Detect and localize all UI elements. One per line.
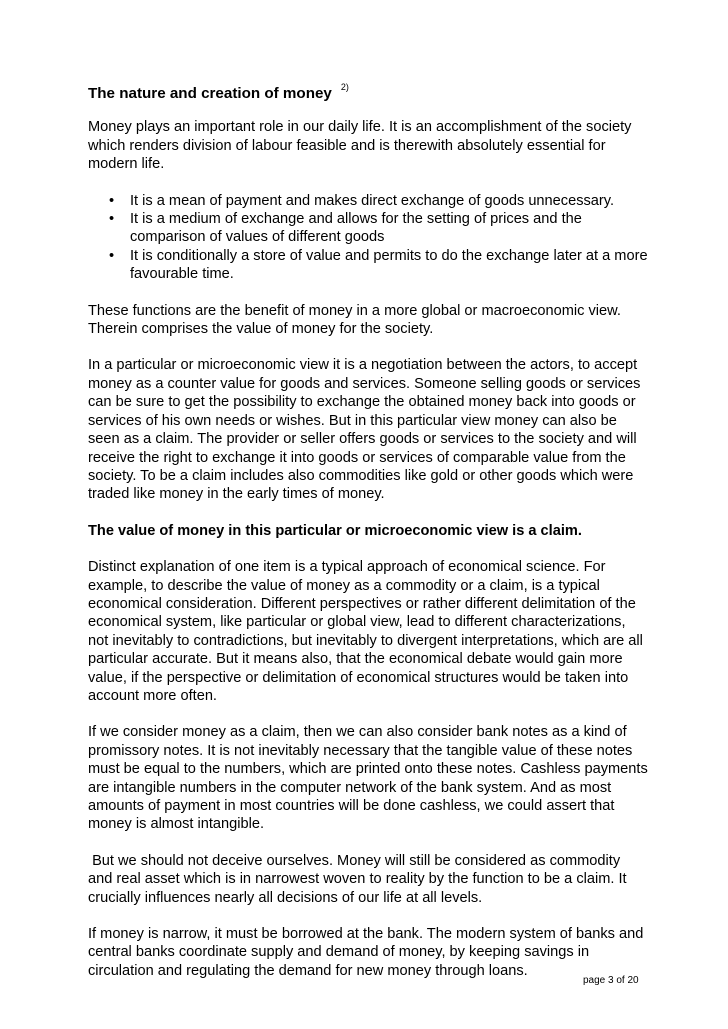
commodity-paragraph: But we should not deceive ourselves. Money will still be considered as commodity and real asset which is in narrowest woven to reality by the function to be a claim. It crucially influences nearly all decisions of our life at all levels. bbox=[88, 852, 631, 906]
section-heading bbox=[88, 82, 648, 103]
list-item bbox=[88, 210, 648, 247]
list-item-text: It is a medium of exchange and allows for the setting of prices and the comparison of values of different goods bbox=[130, 211, 582, 246]
list-item bbox=[88, 247, 648, 284]
heading-footnote-marker: 2) bbox=[340, 82, 349, 92]
list-item-text: It is a mean of payment and makes direct exchange of goods unnecessary. bbox=[130, 192, 615, 209]
bullet-icon: • bbox=[109, 247, 115, 264]
functions-list bbox=[88, 192, 648, 284]
list-item bbox=[88, 192, 648, 210]
list-item-text: It is conditionally a store of value and permits to do the exchange later at a more favourable time. bbox=[130, 247, 648, 283]
heading-title: The nature and creation of money bbox=[88, 85, 332, 102]
claim-statement: The value of money in this particular or microeconomic view is a claim. bbox=[88, 522, 582, 539]
banking-system-paragraph: If money is narrow, it must be borrowed at the bank. The modern system of banks and central banks coordinate supply and demand of money, by keeping savings in circulation and regulating the demand for new money through loans. bbox=[88, 926, 644, 979]
macroeconomic-paragraph: These functions are the benefit of money in a more global or macroeconomic view. Therein comprises the value of money for the society. bbox=[88, 302, 621, 338]
bullet-icon: • bbox=[109, 192, 115, 209]
bullet-icon: • bbox=[109, 211, 115, 228]
microeconomic-paragraph: In a particular or microeconomic view it is a negotiation between the actors, to accept money as a counter value for goods and services. Someone selling goods or services can be sure to get the possibility to exchange the obtained money back into goods or services of his own needs or wishes. But in this particular view money can also be seen as a claim. The provider or seller offers goods or services to the society and will receive the right to exchange it into goods or services of comparable value from the society. To be a claim includes also commodities like gold or other goods which were traded like money in the early times of money. bbox=[88, 357, 641, 503]
page-number: page 3 of 20 bbox=[583, 975, 639, 986]
intro-paragraph: Money plays an important role in our daily life. It is an accomplishment of the society which renders division of labour feasible and is therewith absolutely essential for modern life. bbox=[88, 119, 632, 173]
bank-notes-paragraph: If we consider money as a claim, then we can also consider bank notes as a kind of promissory notes. It is not inevitably necessary that the tangible value of these notes must be equal to the numbers, which are printed onto these notes. Cashless payments are intangible numbers in the computer network of the bank system. And as most amounts of payment in most countries will be done cashless, we could assert that money is almost intangible. bbox=[88, 724, 648, 833]
page-content bbox=[88, 82, 648, 998]
economics-perspective-paragraph: Distinct explanation of one item is a typical approach of economical science. For example, to describe the value of money as a commodity or a claim, is a typical economical consideration. Different perspectives or rather different delimitation of the economical system, like particular or global view, lead to different characterizations, not inevitably to contradictions, but inevitably to divergent interpretations, which are all particular accurate. But it means also, that the economical debate would gain more value, if the perspective or delimitation of economical structures would be taken into account more often. bbox=[88, 559, 643, 704]
